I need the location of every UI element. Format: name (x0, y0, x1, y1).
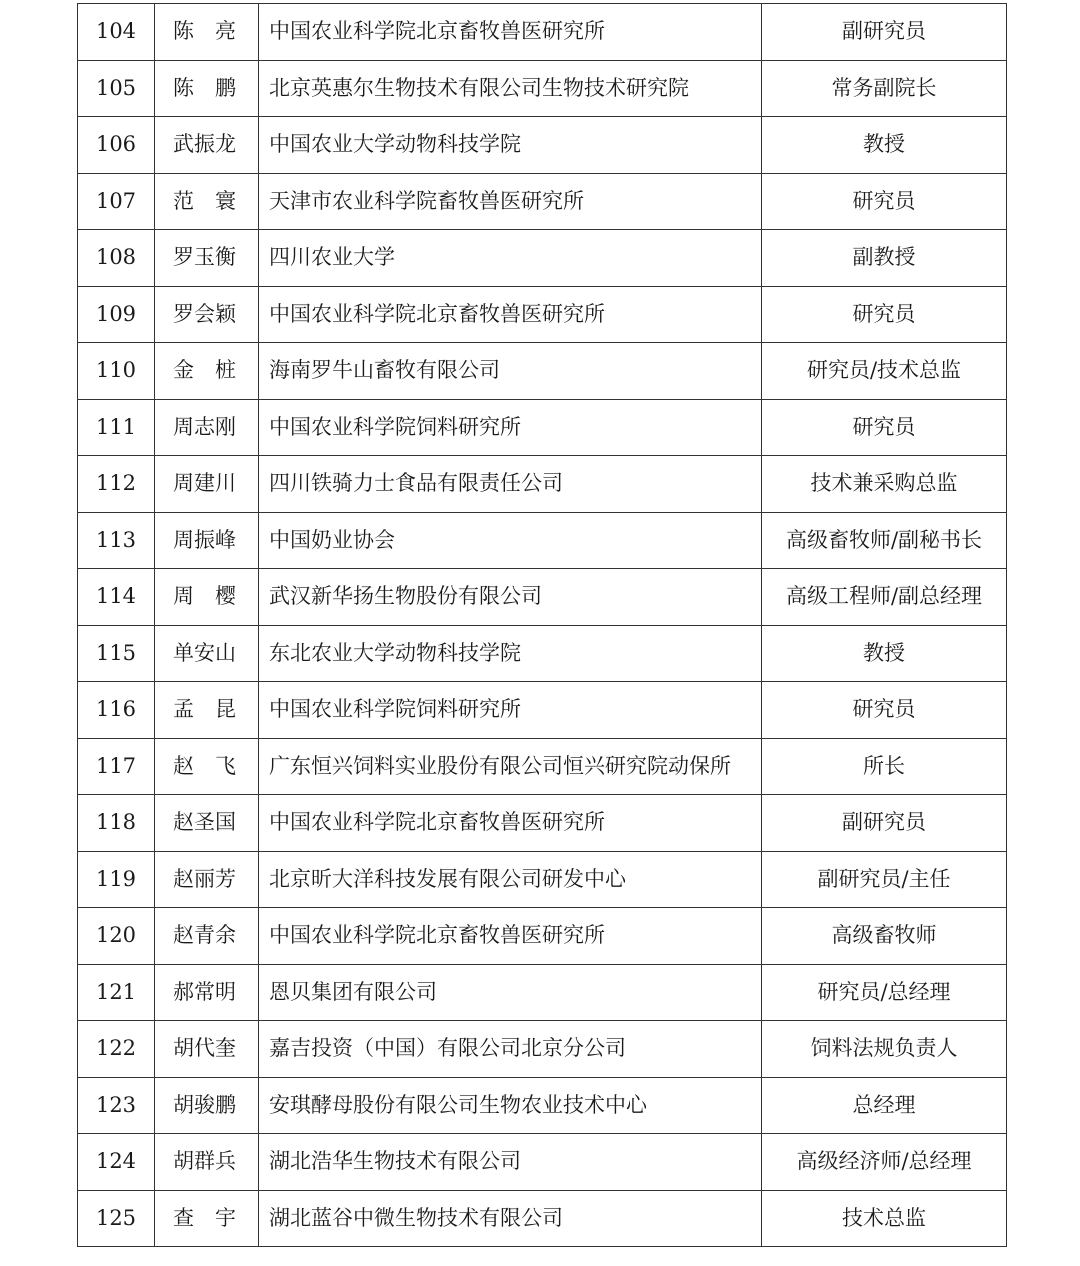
table-row (78, 286, 1007, 343)
table-row (78, 738, 1007, 795)
member-name: 罗会颖 (155, 286, 259, 343)
member-name: 赵 飞 (155, 738, 259, 795)
member-title: 所长 (762, 738, 1007, 795)
member-title: 高级经济师/总经理 (762, 1134, 1007, 1191)
table-row (78, 512, 1007, 569)
row-number: 106 (78, 117, 155, 174)
member-title: 研究员 (762, 173, 1007, 230)
member-title: 副研究员 (762, 4, 1007, 61)
member-organization: 中国农业科学院北京畜牧兽医研究所 (259, 286, 762, 343)
row-number: 108 (78, 230, 155, 287)
table-row (78, 1021, 1007, 1078)
member-name: 罗玉衡 (155, 230, 259, 287)
table-row (78, 682, 1007, 739)
row-number: 116 (78, 682, 155, 739)
row-number: 120 (78, 908, 155, 965)
member-title: 研究员/技术总监 (762, 343, 1007, 400)
row-number: 109 (78, 286, 155, 343)
table-row (78, 1077, 1007, 1134)
table-row (78, 173, 1007, 230)
table-row (78, 456, 1007, 513)
member-organization: 湖北浩华生物技术有限公司 (259, 1134, 762, 1191)
member-organization: 安琪酵母股份有限公司生物农业技术中心 (259, 1077, 762, 1134)
member-organization: 四川铁骑力士食品有限责任公司 (259, 456, 762, 513)
table-row (78, 230, 1007, 287)
member-name: 胡代奎 (155, 1021, 259, 1078)
member-title: 饲料法规负责人 (762, 1021, 1007, 1078)
member-organization: 中国农业科学院北京畜牧兽医研究所 (259, 795, 762, 852)
member-organization: 广东恒兴饲料实业股份有限公司恒兴研究院动保所 (259, 738, 762, 795)
table-row (78, 625, 1007, 682)
table-row (78, 569, 1007, 626)
row-number: 114 (78, 569, 155, 626)
member-name: 孟 昆 (155, 682, 259, 739)
member-table-body (78, 4, 1007, 1247)
member-name: 郝常明 (155, 964, 259, 1021)
table-row (78, 795, 1007, 852)
row-number: 107 (78, 173, 155, 230)
member-title: 研究员 (762, 286, 1007, 343)
row-number: 110 (78, 343, 155, 400)
member-name: 范 寰 (155, 173, 259, 230)
member-name: 胡骏鹏 (155, 1077, 259, 1134)
member-organization: 中国农业科学院饲料研究所 (259, 682, 762, 739)
table-row (78, 964, 1007, 1021)
table-row (78, 60, 1007, 117)
member-name: 周 樱 (155, 569, 259, 626)
row-number: 111 (78, 399, 155, 456)
row-number: 119 (78, 851, 155, 908)
row-number: 122 (78, 1021, 155, 1078)
member-table (77, 3, 1007, 1247)
member-name: 赵丽芳 (155, 851, 259, 908)
member-title: 技术总监 (762, 1190, 1007, 1247)
member-name: 陈 亮 (155, 4, 259, 61)
member-organization: 中国农业大学动物科技学院 (259, 117, 762, 174)
member-organization: 北京英惠尔生物技术有限公司生物技术研究院 (259, 60, 762, 117)
member-organization: 北京昕大洋科技发展有限公司研发中心 (259, 851, 762, 908)
member-organization: 中国农业科学院饲料研究所 (259, 399, 762, 456)
member-organization: 中国农业科学院北京畜牧兽医研究所 (259, 4, 762, 61)
row-number: 112 (78, 456, 155, 513)
member-organization: 嘉吉投资（中国）有限公司北京分公司 (259, 1021, 762, 1078)
member-title: 教授 (762, 117, 1007, 174)
member-name: 周振峰 (155, 512, 259, 569)
member-organization: 四川农业大学 (259, 230, 762, 287)
member-title: 高级畜牧师/副秘书长 (762, 512, 1007, 569)
member-organization: 海南罗牛山畜牧有限公司 (259, 343, 762, 400)
member-title: 高级畜牧师 (762, 908, 1007, 965)
member-organization: 湖北蓝谷中微生物技术有限公司 (259, 1190, 762, 1247)
row-number: 105 (78, 60, 155, 117)
member-name: 单安山 (155, 625, 259, 682)
member-name: 武振龙 (155, 117, 259, 174)
row-number: 123 (78, 1077, 155, 1134)
table-row (78, 1190, 1007, 1247)
row-number: 125 (78, 1190, 155, 1247)
member-title: 常务副院长 (762, 60, 1007, 117)
member-organization: 中国农业科学院北京畜牧兽医研究所 (259, 908, 762, 965)
member-title: 副教授 (762, 230, 1007, 287)
member-name: 查 宇 (155, 1190, 259, 1247)
member-title: 教授 (762, 625, 1007, 682)
member-name: 胡群兵 (155, 1134, 259, 1191)
table-row (78, 851, 1007, 908)
row-number: 104 (78, 4, 155, 61)
member-title: 研究员 (762, 682, 1007, 739)
member-title: 副研究员 (762, 795, 1007, 852)
member-title: 总经理 (762, 1077, 1007, 1134)
member-name: 陈 鹏 (155, 60, 259, 117)
member-organization: 武汉新华扬生物股份有限公司 (259, 569, 762, 626)
roster-sheet (77, 3, 1006, 1247)
member-organization: 中国奶业协会 (259, 512, 762, 569)
member-name: 周志刚 (155, 399, 259, 456)
table-row (78, 343, 1007, 400)
row-number: 118 (78, 795, 155, 852)
member-title: 副研究员/主任 (762, 851, 1007, 908)
row-number: 121 (78, 964, 155, 1021)
member-name: 赵圣国 (155, 795, 259, 852)
table-row (78, 1134, 1007, 1191)
row-number: 117 (78, 738, 155, 795)
member-name: 周建川 (155, 456, 259, 513)
row-number: 113 (78, 512, 155, 569)
row-number: 124 (78, 1134, 155, 1191)
table-row (78, 908, 1007, 965)
member-name: 赵青余 (155, 908, 259, 965)
member-title: 研究员 (762, 399, 1007, 456)
member-organization: 恩贝集团有限公司 (259, 964, 762, 1021)
table-row (78, 117, 1007, 174)
table-row (78, 4, 1007, 61)
member-name: 金 桩 (155, 343, 259, 400)
row-number: 115 (78, 625, 155, 682)
member-title: 研究员/总经理 (762, 964, 1007, 1021)
member-organization: 天津市农业科学院畜牧兽医研究所 (259, 173, 762, 230)
member-title: 技术兼采购总监 (762, 456, 1007, 513)
member-organization: 东北农业大学动物科技学院 (259, 625, 762, 682)
table-row (78, 399, 1007, 456)
member-title: 高级工程师/副总经理 (762, 569, 1007, 626)
